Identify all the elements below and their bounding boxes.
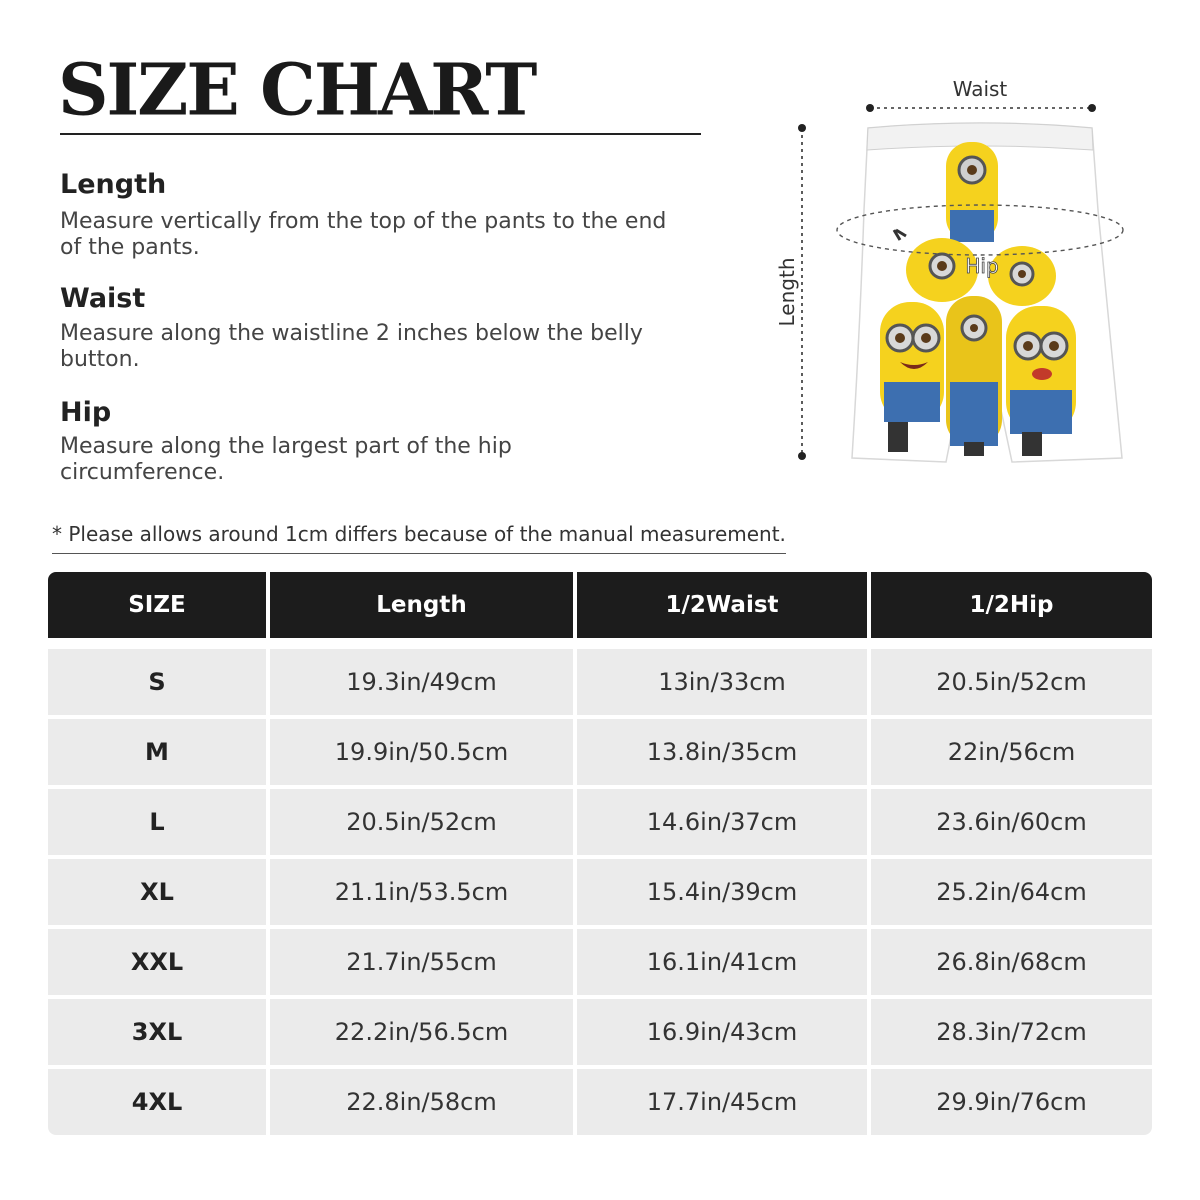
table-row bbox=[48, 715, 1152, 785]
hip-description: Measure along the largest part of the hip circumference. bbox=[60, 434, 512, 485]
size-cell: XXL bbox=[48, 925, 266, 995]
page-title: SIZE CHART bbox=[58, 47, 536, 132]
shorts-diagram bbox=[760, 70, 1160, 490]
waist-cell: 16.1in/41cm bbox=[573, 925, 867, 995]
table-row bbox=[48, 855, 1152, 925]
waist-cell: 15.4in/39cm bbox=[573, 855, 867, 925]
length-cell: 19.9in/50.5cm bbox=[266, 715, 573, 785]
length-cell: 22.8in/58cm bbox=[266, 1065, 573, 1135]
length-cell: 21.7in/55cm bbox=[266, 925, 573, 995]
length-description: Measure vertically from the top of the pants to the end of the pants. bbox=[60, 209, 667, 260]
hip-cell: 25.2in/64cm bbox=[867, 855, 1152, 925]
hip-cell: 29.9in/76cm bbox=[867, 1065, 1152, 1135]
header-half-hip: 1/2Hip bbox=[867, 572, 1152, 638]
shorts-illustration bbox=[760, 70, 1160, 490]
header-size: SIZE bbox=[48, 572, 266, 638]
measurement-note: * Please allows around 1cm differs because of the manual measurement. bbox=[52, 522, 786, 546]
waist-description: Measure along the waistline 2 inches below the belly button. bbox=[60, 321, 643, 372]
title-divider bbox=[60, 133, 701, 135]
size-cell: 4XL bbox=[48, 1065, 266, 1135]
length-heading: Length bbox=[60, 169, 167, 200]
size-table bbox=[48, 572, 1152, 1135]
header-half-waist: 1/2Waist bbox=[573, 572, 867, 638]
hip-cell: 26.8in/68cm bbox=[867, 925, 1152, 995]
table-row bbox=[48, 785, 1152, 855]
waist-cell: 17.7in/45cm bbox=[573, 1065, 867, 1135]
waist-endpoint bbox=[1088, 104, 1096, 112]
table-row bbox=[48, 995, 1152, 1065]
waist-cell: 13in/33cm bbox=[573, 638, 867, 715]
length-cell: 21.1in/53.5cm bbox=[266, 855, 573, 925]
table-row bbox=[48, 925, 1152, 995]
size-cell: M bbox=[48, 715, 266, 785]
length-endpoint bbox=[798, 124, 806, 132]
length-cell: 20.5in/52cm bbox=[266, 785, 573, 855]
length-cell: 19.3in/49cm bbox=[266, 638, 573, 715]
hip-cell: 22in/56cm bbox=[867, 715, 1152, 785]
hip-heading: Hip bbox=[60, 397, 112, 428]
waist-cell: 13.8in/35cm bbox=[573, 715, 867, 785]
length-cell: 22.2in/56.5cm bbox=[266, 995, 573, 1065]
header-length: Length bbox=[266, 572, 573, 638]
waist-heading: Waist bbox=[60, 283, 146, 314]
size-cell: L bbox=[48, 785, 266, 855]
waist-endpoint bbox=[866, 104, 874, 112]
table-header-row bbox=[48, 572, 1152, 638]
size-cell: S bbox=[48, 638, 266, 715]
hip-label: Hip bbox=[965, 254, 999, 278]
table-row bbox=[48, 1065, 1152, 1135]
table-row bbox=[48, 638, 1152, 715]
hip-cell: 20.5in/52cm bbox=[867, 638, 1152, 715]
size-cell: 3XL bbox=[48, 995, 266, 1065]
waist-cell: 16.9in/43cm bbox=[573, 995, 867, 1065]
length-label: Length bbox=[775, 257, 799, 327]
note-divider bbox=[52, 553, 786, 554]
length-endpoint bbox=[798, 452, 806, 460]
waist-label: Waist bbox=[952, 77, 1008, 101]
waist-cell: 14.6in/37cm bbox=[573, 785, 867, 855]
size-cell: XL bbox=[48, 855, 266, 925]
hip-cell: 28.3in/72cm bbox=[867, 995, 1152, 1065]
hip-cell: 23.6in/60cm bbox=[867, 785, 1152, 855]
